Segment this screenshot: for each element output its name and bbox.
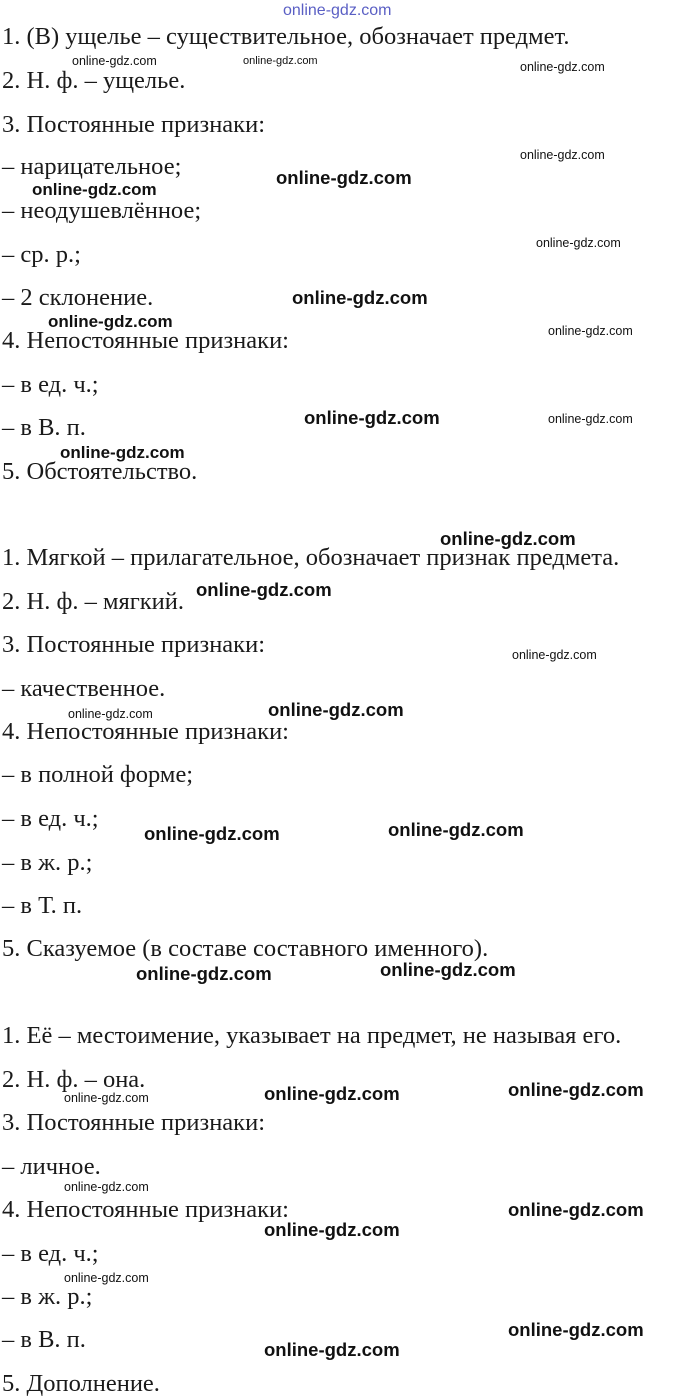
text-line: 1. (В) ущелье – существительное, обозначает предмет. bbox=[2, 23, 570, 50]
text-line: 2. Н. ф. – она. bbox=[2, 1066, 146, 1093]
watermark: online-gdz.com bbox=[264, 1339, 400, 1360]
watermark: online-gdz.com bbox=[276, 167, 412, 188]
watermark: online-gdz.com bbox=[264, 1219, 400, 1240]
text-line: – неодушевлённое; bbox=[2, 197, 202, 224]
watermark: online-gdz.com bbox=[548, 324, 633, 338]
text-line: – в ед. ч.; bbox=[2, 1240, 99, 1267]
text-line: – качественное. bbox=[2, 675, 166, 702]
text-line: 5. Обстоятельство. bbox=[2, 458, 198, 485]
watermark: online-gdz.com bbox=[268, 699, 404, 720]
text-line: 1. Её – местоимение, указывает на предмет, не называя его. bbox=[2, 1022, 622, 1049]
text-line: – в полной форме; bbox=[2, 761, 194, 788]
watermark: online-gdz.com bbox=[292, 287, 428, 308]
text-line: – в Т. п. bbox=[2, 892, 83, 919]
text-line: – нарицательное; bbox=[2, 153, 182, 180]
text-line: 3. Постоянные признаки: bbox=[2, 1109, 266, 1136]
watermark: online-gdz.com bbox=[32, 180, 157, 199]
watermark: online-gdz.com bbox=[48, 312, 173, 331]
watermark: online-gdz.com bbox=[243, 55, 318, 67]
watermark: online-gdz.com bbox=[60, 443, 185, 462]
text-line: 2. Н. ф. – ущелье. bbox=[2, 67, 186, 94]
watermark: online-gdz.com bbox=[196, 579, 332, 600]
text-line: 1. Мягкой – прилагательное, обозначает признак предмета. bbox=[2, 544, 620, 571]
text-line: – ср. р.; bbox=[2, 241, 81, 268]
text-line: – личное. bbox=[2, 1153, 101, 1180]
text-line: – в ед. ч.; bbox=[2, 371, 99, 398]
watermark: online-gdz.com bbox=[144, 823, 280, 844]
text-line: 3. Постоянные признаки: bbox=[2, 111, 266, 138]
watermark: online-gdz.com bbox=[304, 407, 440, 428]
watermark: online-gdz.com bbox=[508, 1199, 644, 1220]
watermark: online-gdz.com bbox=[536, 236, 621, 250]
text-line: – в В. п. bbox=[2, 1326, 86, 1353]
watermark: online-gdz.com bbox=[520, 60, 605, 74]
text-line: 4. Непостоянные признаки: bbox=[2, 1196, 289, 1223]
watermark: online-gdz.com bbox=[548, 412, 633, 426]
watermark: online-gdz.com bbox=[64, 1271, 149, 1285]
text-line: 4. Непостоянные признаки: bbox=[2, 718, 289, 745]
watermark: online-gdz.com bbox=[388, 819, 524, 840]
watermark: online-gdz.com bbox=[64, 1180, 149, 1194]
text-line: 2. Н. ф. – мягкий. bbox=[2, 588, 185, 615]
watermark: online-gdz.com bbox=[440, 528, 576, 549]
watermark: online-gdz.com bbox=[380, 959, 516, 980]
watermark: online-gdz.com bbox=[520, 148, 605, 162]
text-line: – в В. п. bbox=[2, 414, 86, 441]
watermark: online-gdz.com bbox=[64, 1091, 149, 1105]
header-watermark: online-gdz.com bbox=[283, 2, 392, 19]
text-line: – 2 склонение. bbox=[2, 284, 154, 311]
text-line: 3. Постоянные признаки: bbox=[2, 631, 266, 658]
watermark: online-gdz.com bbox=[68, 707, 153, 721]
watermark: online-gdz.com bbox=[136, 963, 272, 984]
watermark: online-gdz.com bbox=[508, 1319, 644, 1340]
text-line: 5. Дополнение. bbox=[2, 1370, 160, 1397]
text-line: – в ж. р.; bbox=[2, 849, 93, 876]
watermark: online-gdz.com bbox=[508, 1079, 644, 1100]
text-line: 5. Сказуемое (в составе составного именного). bbox=[2, 935, 489, 962]
watermark: online-gdz.com bbox=[264, 1083, 400, 1104]
text-line: – в ед. ч.; bbox=[2, 805, 99, 832]
watermark: online-gdz.com bbox=[512, 648, 597, 662]
watermark: online-gdz.com bbox=[72, 54, 157, 68]
text-line: – в ж. р.; bbox=[2, 1283, 93, 1310]
text-line: 4. Непостоянные признаки: bbox=[2, 327, 289, 354]
